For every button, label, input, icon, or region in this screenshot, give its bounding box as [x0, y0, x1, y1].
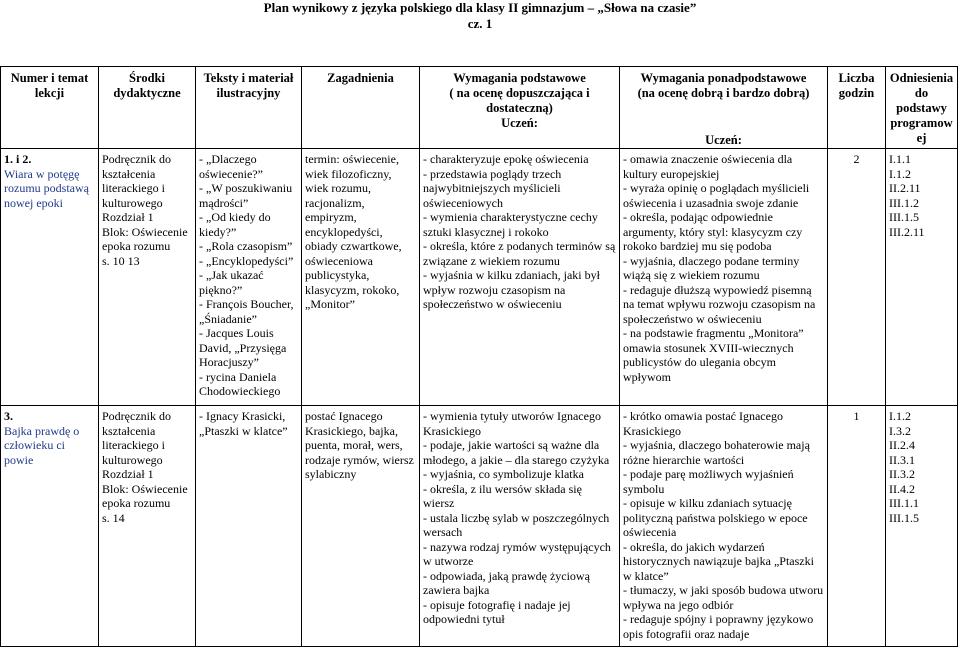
header-texts: Teksty i materiał ilustracyjny	[196, 67, 302, 149]
hours-cell: 1	[828, 406, 886, 647]
lesson-cell: 1. i 2. Wiara w potęgę rozumu podstawą nowej epoki	[1, 149, 99, 406]
lesson-plan-table	[0, 66, 958, 647]
means-cell: Podręcznik do kształcenia literackiego i kulturowego Rozdział 1 Blok: Oświecenie epoka rozumu s. 10 13	[99, 149, 196, 406]
header-advanced-requirements: Wymagania ponadpodstawowe (na ocenę dobrą i bardzo dobrą) Uczeń:	[620, 67, 828, 149]
lesson-cell: 3. Bajka prawdę o człowieku ci powie	[1, 406, 99, 647]
header-means: Środki dydaktyczne	[99, 67, 196, 149]
header-lesson: Numer i temat lekcji	[1, 67, 99, 149]
header-hours: Liczba godzin	[828, 67, 886, 149]
header-row	[1, 67, 958, 149]
title-line-2: cz. 1	[467, 16, 493, 31]
references-cell: I.1.2 I.3.2 II.2.4 II.3.1 II.3.2 II.4.2 III.1.1 III.1.5	[886, 406, 958, 647]
means-cell: Podręcznik do kształcenia literackiego i kulturowego Rozdział 1 Blok: Oświecenie epoka rozumu s. 14	[99, 406, 196, 647]
header-issues: Zagadnienia	[302, 67, 420, 149]
document-title	[0, 0, 960, 32]
basic-requirements-cell: - wymienia tytuły utworów Ignacego Krasickiego - podaje, jakie wartości są ważne dla młodego, a jakie – dla starego czyżyka - wyjaśnia, co symbolizuje klatka - określa, z ilu wersów składa się wiersz - ustala liczbę sylab w poszczególnych wersach - nazywa rodzaj rymów występujących w utworze - odpowiada, jaką prawdę życiową zawiera bajka - opisuje fotografię i nadaje jej odpowiedni tytuł	[420, 406, 620, 647]
references-cell: I.1.1 I.1.2 II.2.11 III.1.2 III.1.5 III.2.11	[886, 149, 958, 406]
hours-cell: 2	[828, 149, 886, 406]
texts-cell: - Ignacy Krasicki, „Ptaszki w klatce”	[196, 406, 302, 647]
advanced-requirements-cell: - omawia znaczenie oświecenia dla kultury europejskiej - wyraża opinię o poglądach myślicieli oświecenia i uzasadnia swoje zdanie - określa, podając odpowiednie argumenty, który styl: klasycyzm czy rokoko bardziej mu się podoba - wyjaśnia, dlaczego podane terminy wiążą się z wiekiem rozumu - redaguje dłuższą wypowiedź pisemną na temat wpływu rozwoju czasopism na społeczeństwo w oświeceniu - na podstawie fragmentu „Monitora” omawia stosunek XVIII-wiecznych publicystów do ulegania obcym wpływom	[620, 149, 828, 406]
header-references: Odniesienia do podstawy programowej	[886, 67, 958, 149]
header-basic-requirements: Wymagania podstawowe ( na ocenę dopuszczająca i dostateczną) Uczeń:	[420, 67, 620, 149]
texts-cell: - „Dlaczego oświecenie?” - „W poszukiwaniu mądrości” - „Od kiedy do kiedy?” - „Rola czasopism” - „Encyklopedyści” - „Jak ukazać piękno?” - François Boucher, „Śniadanie” - Jacques Louis David, „Przysięga Horacjuszy” - rycina Daniela Chodowieckiego	[196, 149, 302, 406]
issues-cell: termin: oświecenie, wiek filozoficzny, wiek rozumu, racjonalizm, empiryzm, encyklopedyści, obiady czwartkowe, oświeceniowa publicystyka, klasycyzm, rokoko, „Monitor”	[302, 149, 420, 406]
basic-requirements-cell: - charakteryzuje epokę oświecenia - przedstawia poglądy trzech najwybitniejszych myślicieli oświeceniowych - wymienia charakterystyczne cechy sztuki klasycznej i rokoko - określa, które z podanych terminów są związane z wiekiem rozumu - wyjaśnia w kilku zdaniach, jaki był wpływ rozwoju czasopism na społeczeństwo w oświeceniu	[420, 149, 620, 406]
advanced-requirements-cell: - krótko omawia postać Ignacego Krasickiego - wyjaśnia, dlaczego bohaterowie mają różne hierarchie wartości - podaje parę możliwych wyjaśnień symbolu - opisuje w kilku zdaniach sytuację polityczną państwa polskiego w epoce oświecenia - określa, do jakich wydarzeń historycznych nawiązuje bajka „Ptaszki w klatce” - tłumaczy, w jaki sposób budowa utworu wpływa na jego odbiór - redaguje spójny i poprawny językowo opis fotografii oraz nadaje	[620, 406, 828, 647]
table-row	[1, 149, 958, 406]
title-line-1: Plan wynikowy z języka polskiego dla klasy II gimnazjum – „Słowa na czasie”	[263, 0, 697, 15]
issues-cell: postać Ignacego Krasickiego, bajka, puenta, morał, wers, rodzaje rymów, wiersz sylabiczny	[302, 406, 420, 647]
table-row	[1, 406, 958, 647]
